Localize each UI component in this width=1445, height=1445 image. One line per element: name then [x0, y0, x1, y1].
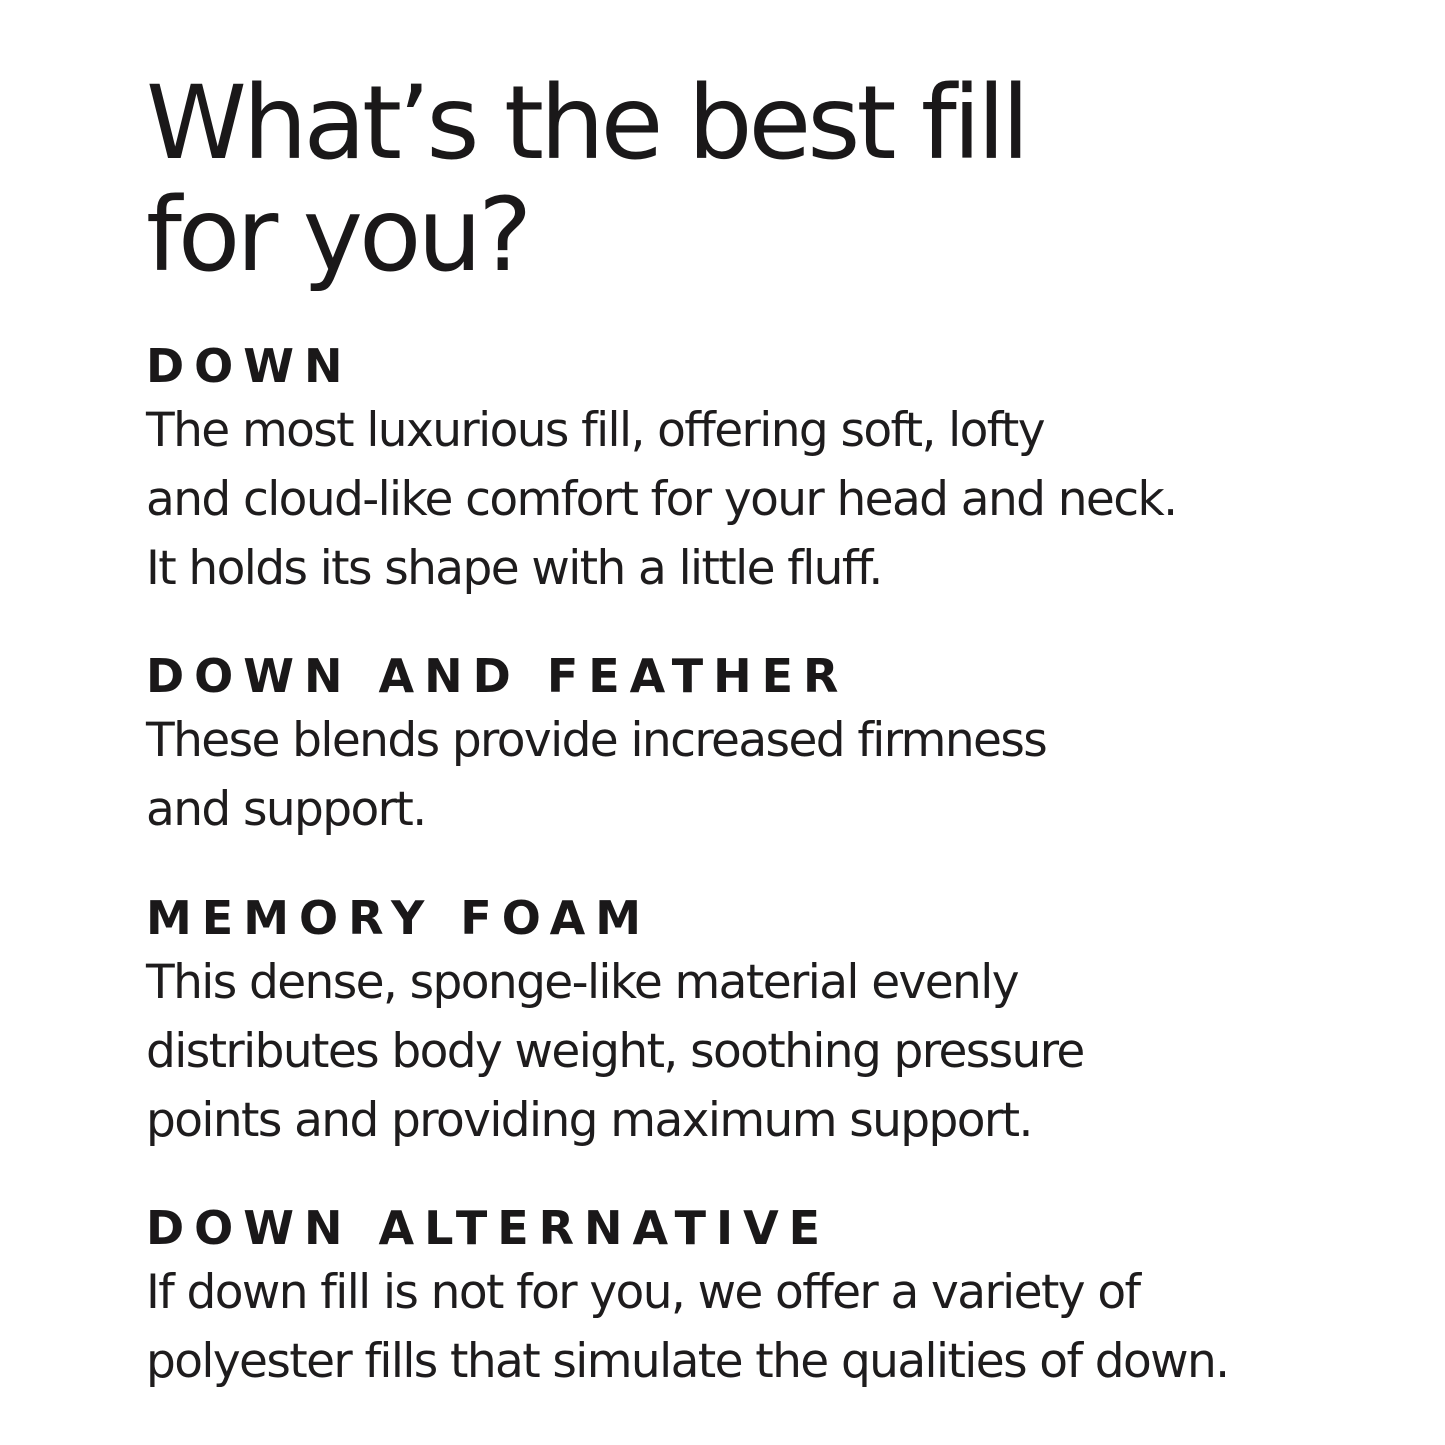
section-body-down-and-feather — [146, 706, 1046, 844]
body-line: distributes body weight, soothing pressure — [146, 1024, 1084, 1079]
body-line: It holds its shape with a little fluff. — [146, 541, 882, 596]
body-line: polyester fills that simulate the qualities of down. — [146, 1334, 1229, 1389]
page-title-line-1: What’s the best fill — [146, 64, 1026, 183]
body-line: These blends provide increased firmness — [146, 713, 1047, 768]
page-title-line-2: for you? — [146, 176, 529, 295]
section-down-and-feather — [146, 646, 1046, 844]
section-title-memory-foam: MEMORY FOAM — [146, 891, 651, 945]
section-body-down — [146, 396, 1176, 603]
body-line: This dense, sponge-like material evenly — [146, 955, 1018, 1010]
section-title-down-and-feather: DOWN AND FEATHER — [146, 649, 849, 703]
body-line: If down fill is not for you, we offer a variety of — [146, 1265, 1140, 1320]
body-line: The most luxurious fill, offering soft, lofty — [146, 403, 1044, 458]
section-down — [146, 336, 1176, 603]
body-line: and support. — [146, 782, 426, 837]
body-line: points and providing maximum support. — [146, 1093, 1032, 1148]
section-body-down-alternative — [146, 1258, 1229, 1396]
section-down-alternative — [146, 1198, 1229, 1396]
section-title-down: DOWN — [146, 339, 353, 393]
page-title — [146, 64, 1326, 295]
section-body-memory-foam — [146, 948, 1084, 1155]
body-line: and cloud-like comfort for your head and neck. — [146, 472, 1177, 527]
section-memory-foam — [146, 888, 1084, 1155]
section-title-down-alternative: DOWN ALTERNATIVE — [146, 1201, 831, 1255]
fill-guide — [146, 64, 1326, 1389]
